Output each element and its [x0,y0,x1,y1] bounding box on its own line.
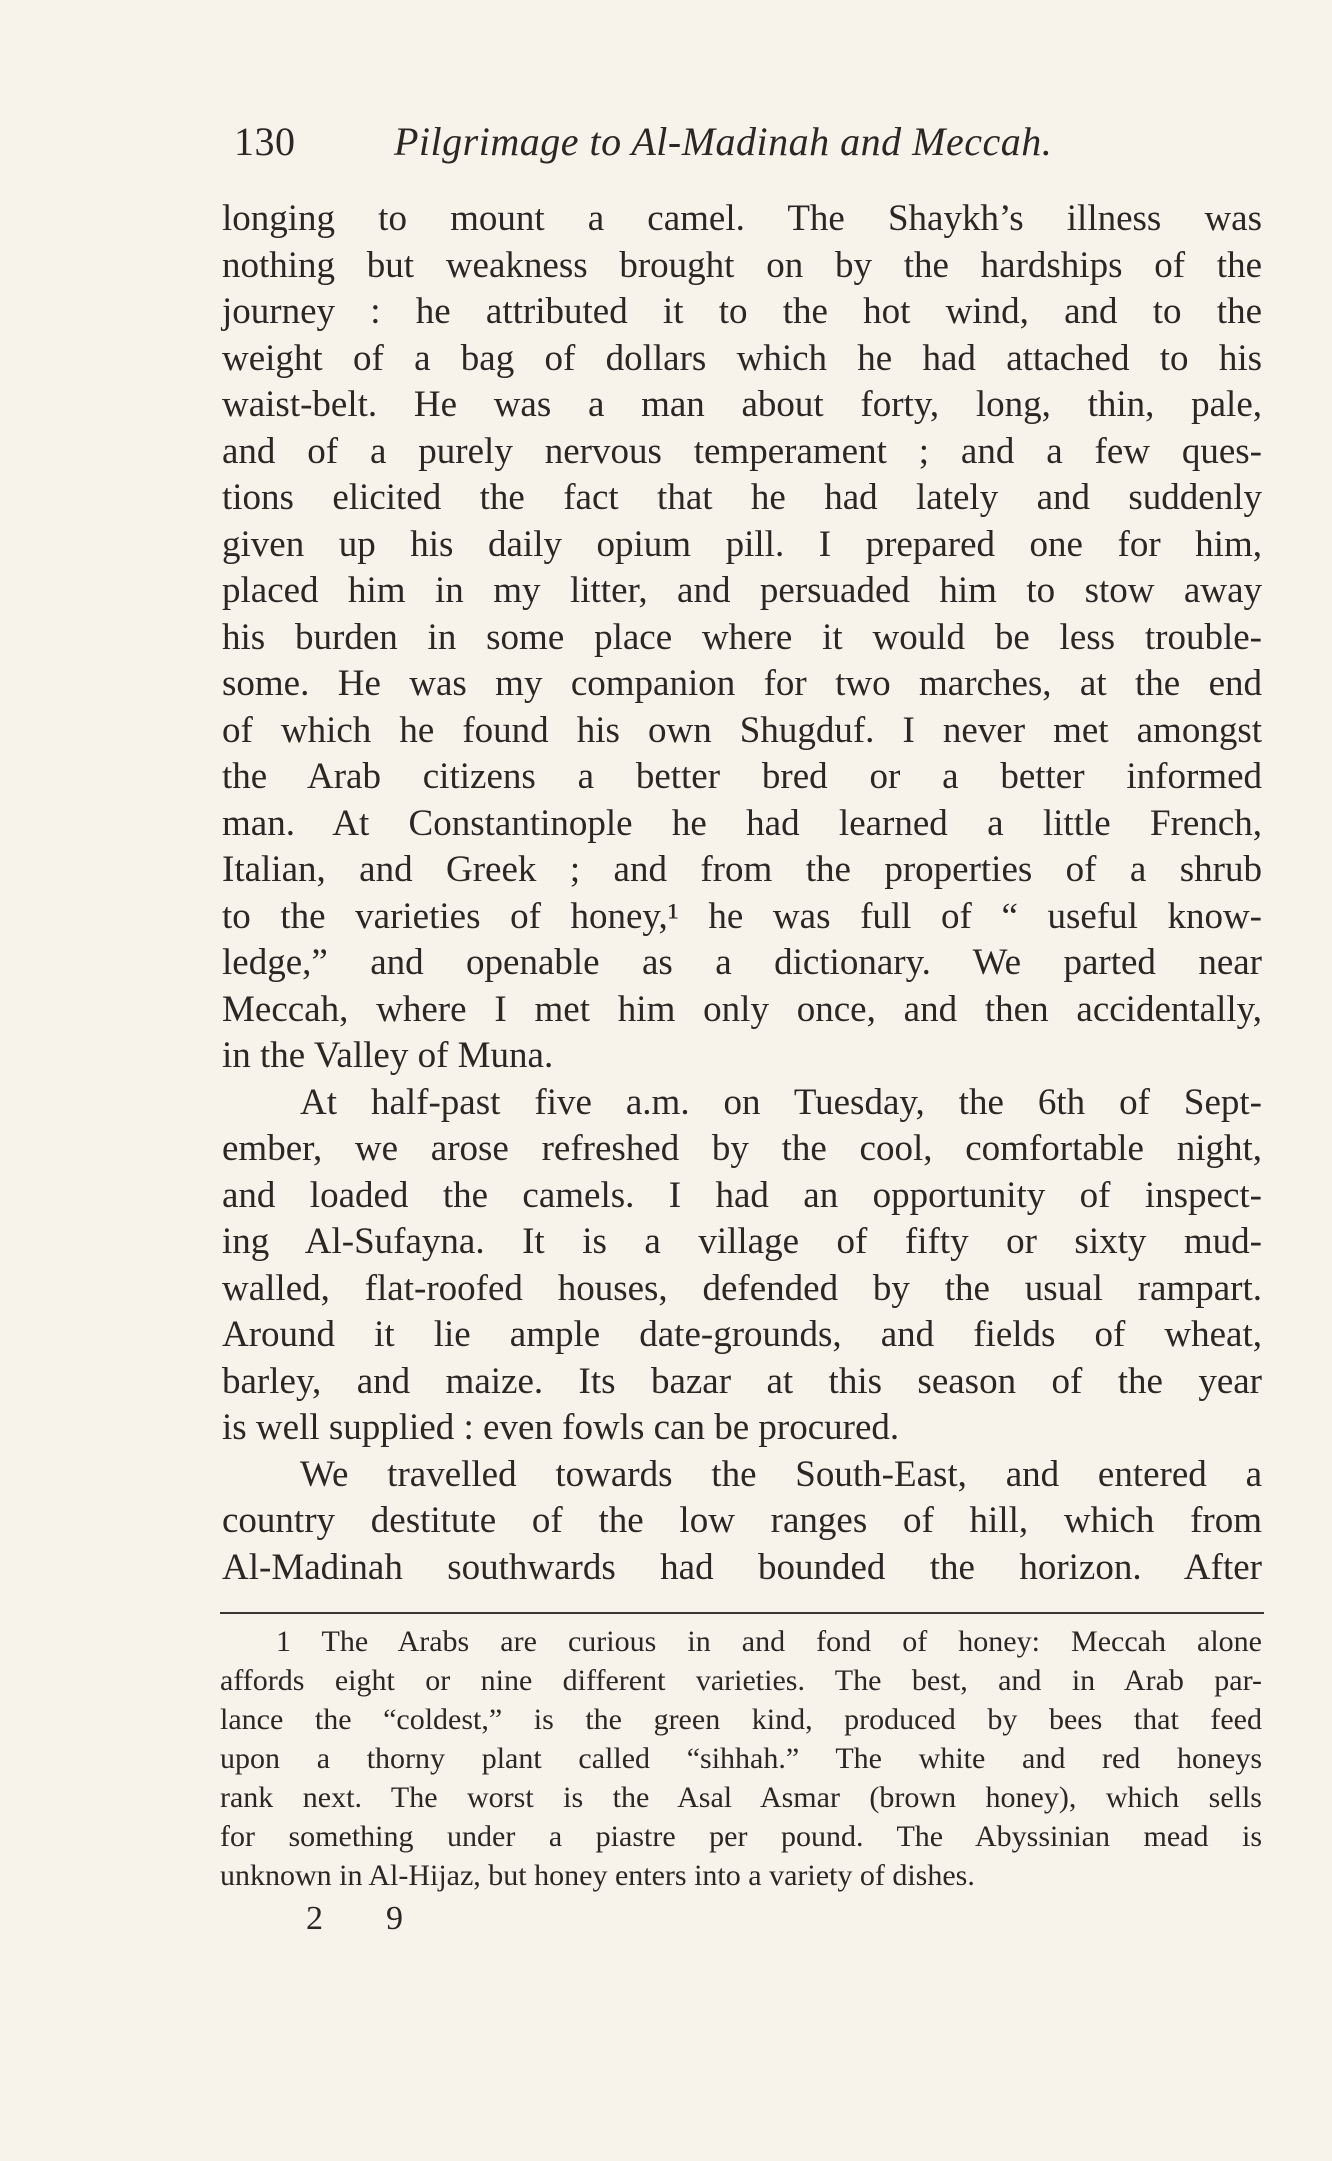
body-line: in the Valley of Muna. [222,1035,554,1076]
body-line: ember, we arose refreshed by the cool, comfortable night, [222,1128,1262,1169]
footnote-line: 1 The Arabs are curious in and fond of honey: Meccah alone [276,1625,1262,1658]
running-title: Pilgrimage to Al-Madinah and Meccah. [394,119,1053,164]
body-line: man. At Constantinople he had learned a little French, [222,802,1262,844]
body-line: Meccah, where I met him only once, and then accidentally, [222,988,1262,1030]
page-number: 130 [234,119,296,164]
signature-right: 9 [386,1900,404,1937]
signature-left: 2 [306,1900,324,1937]
footnote-line: for something under a piastre per pound. The Abyssinian mead is [220,1820,1262,1853]
body-line: his burden in some place where it would be less trouble- [222,616,1262,658]
body-line: and of a purely nervous temperament ; and a few ques- [222,430,1262,472]
printer-signature [306,1900,404,1938]
body-line: Al-Madinah southwards had bounded the horizon. After [222,1546,1262,1588]
body-line: journey : he attributed it to the hot wind, and to the [222,291,1262,332]
body-line: barley, and maize. Its bazar at this season of the year [222,1360,1262,1402]
body-line: tions elicited the fact that he had lately and suddenly [222,477,1262,518]
body-line: given up his daily opium pill. I prepared one for him, [222,523,1262,565]
body-line: walled, flat-roofed houses, defended by the usual rampart. [222,1267,1262,1309]
body-line: is well supplied : even fowls can be procured. [222,1407,900,1448]
body-line: of which he found his own Shugduf. I never met amongst [222,709,1262,751]
body-line: to the varieties of honey,¹ he was full of “ useful know- [222,895,1262,937]
footnote-line: unknown in Al-Hijaz, but honey enters into a variety of dishes. [220,1859,975,1892]
paragraph-start-line: We travelled towards the South-East, and entered a [300,1453,1262,1495]
paragraph-start-line: At half-past five a.m. on Tuesday, the 6th of Sept- [300,1081,1262,1123]
body-line: placed him in my litter, and persuaded him to stow away [222,570,1262,611]
body-line: waist-belt. He was a man about forty, long, thin, pale, [222,384,1262,425]
footnote-line: lance the “coldest,” is the green kind, produced by bees that feed [220,1703,1262,1736]
body-line: country destitute of the low ranges of hill, which from [222,1500,1262,1541]
footnote-line: upon a thorny plant called “sihhah.” The white and red honeys [220,1742,1262,1775]
body-line: Around it lie ample date-grounds, and fields of wheat, [222,1314,1262,1355]
footnotes [220,1622,1262,1895]
footnote-rule [220,1612,1264,1614]
body-line: and loaded the camels. I had an opportunity of inspect- [222,1174,1262,1216]
body-line: Italian, and Greek ; and from the properties of a shrub [222,849,1262,890]
body-line: nothing but weakness brought on by the hardships of the [222,244,1262,286]
body-text [222,196,1262,1591]
footnote-line: affords eight or nine different varieties. The best, and in Arab par- [220,1664,1262,1697]
body-line: longing to mount a camel. The Shaykh’s illness was [222,198,1262,239]
page-header [234,118,1134,178]
body-line: weight of a bag of dollars which he had attached to his [222,337,1262,379]
body-line: the Arab citizens a better bred or a better informed [222,756,1262,797]
body-line: some. He was my companion for two marches, at the end [222,663,1262,704]
footnote-line: rank next. The worst is the Asal Asmar (brown honey), which sells [220,1781,1262,1814]
body-line: ing Al-Sufayna. It is a village of fifty or sixty mud- [222,1221,1262,1262]
body-line: ledge,” and openable as a dictionary. We parted near [222,942,1262,983]
